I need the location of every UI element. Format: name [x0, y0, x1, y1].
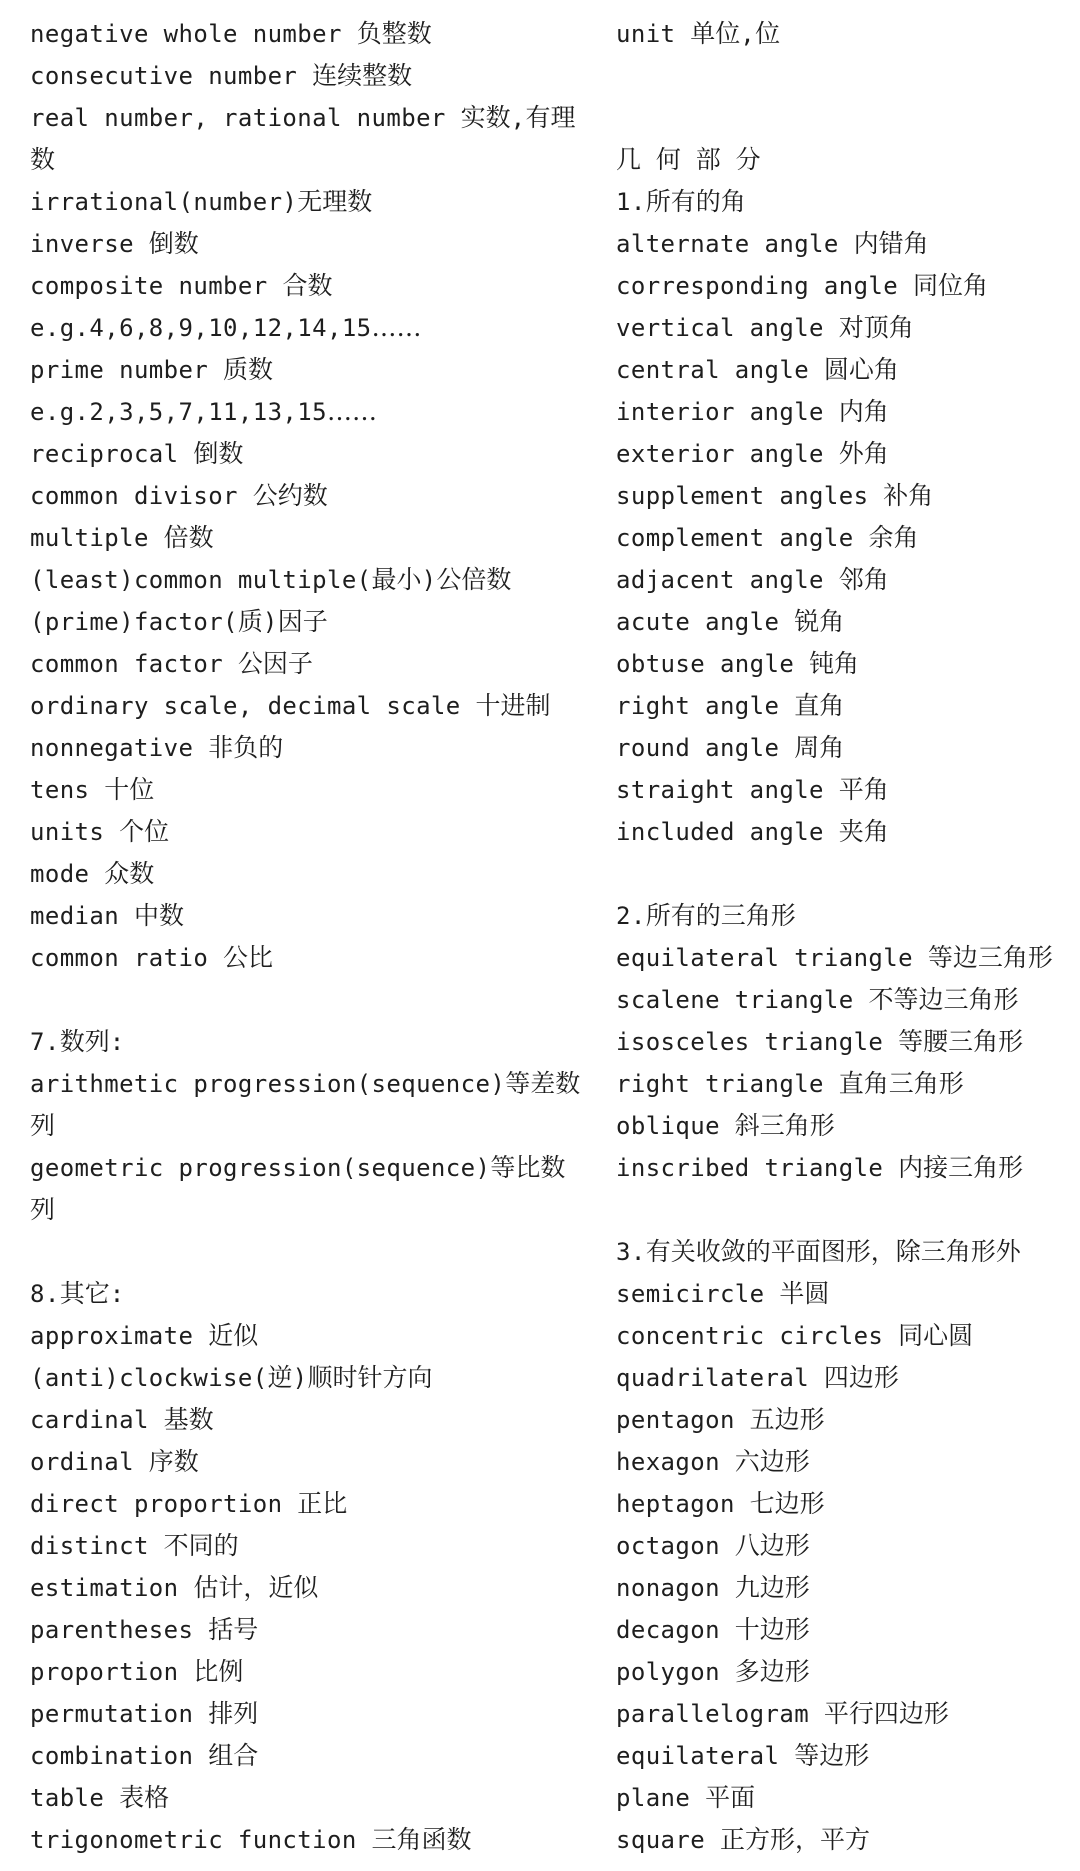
right-column-line: 3.有关收敛的平面图形，除三角形外 — [616, 1237, 1021, 1266]
left-column-line: inverse 倒数 — [30, 229, 199, 258]
right-column-line: pentagon 五边形 — [616, 1405, 825, 1434]
right-column-line: corresponding angle 同位角 — [616, 271, 988, 300]
right-column-line: adjacent angle 邻角 — [616, 565, 889, 594]
left-column-line: estimation 估计，近似 — [30, 1573, 319, 1602]
right-column-line: central angle 圆心角 — [616, 355, 899, 384]
left-column-line: tens 十位 — [30, 775, 155, 804]
right-column-line: nonagon 九边形 — [616, 1573, 810, 1602]
right-column-line: 1.所有的角 — [616, 187, 746, 216]
right-column-line: interior angle 内角 — [616, 397, 889, 426]
left-column-line: 数 — [30, 145, 56, 174]
right-column-line: vertical angle 对顶角 — [616, 313, 914, 342]
right-column-spacer — [616, 1189, 1076, 1231]
right-column-line: straight angle 平角 — [616, 775, 889, 804]
left-column-line: nonnegative 非负的 — [30, 733, 284, 762]
right-column-line: unit 单位,位 — [616, 19, 781, 48]
left-column-line: prime number 质数 — [30, 355, 274, 384]
right-column-line: alternate angle 内错角 — [616, 229, 929, 258]
left-column-line: reciprocal 倒数 — [30, 439, 244, 468]
left-column-spacer — [30, 979, 570, 1021]
left-column — [30, 13, 581, 1861]
left-column-line: approximate 近似 — [30, 1321, 259, 1350]
left-column-line: negative whole number 负整数 — [30, 19, 432, 48]
left-column-line: trigonometric function 三角函数 — [30, 1825, 472, 1854]
left-column-line: common factor 公因子 — [30, 649, 313, 678]
right-column-line: obtuse angle 钝角 — [616, 649, 860, 678]
right-column-line: supplement angles 补角 — [616, 481, 934, 510]
left-column-line: median 中数 — [30, 901, 184, 930]
left-column-line: common divisor 公约数 — [30, 481, 328, 510]
right-column-line: right angle 直角 — [616, 691, 845, 720]
left-column-line: consecutive number 连续整数 — [30, 61, 413, 90]
right-column-line: decagon 十边形 — [616, 1615, 810, 1644]
right-column-line: polygon 多边形 — [616, 1657, 810, 1686]
left-column-line: 列 — [30, 1111, 56, 1140]
left-column-line: common ratio 公比 — [30, 943, 274, 972]
right-column-line: octagon 八边形 — [616, 1531, 810, 1560]
left-column-line: (least)common multiple(最小)公倍数 — [30, 565, 512, 594]
left-column-line: (anti)clockwise(逆)顺时针方向 — [30, 1363, 433, 1392]
left-column-line: 7.数列: — [30, 1027, 125, 1056]
right-column-line: scalene triangle 不等边三角形 — [616, 985, 1019, 1014]
left-column-line: permutation 排列 — [30, 1699, 259, 1728]
left-column-line: parentheses 括号 — [30, 1615, 259, 1644]
right-column-line: heptagon 七边形 — [616, 1489, 825, 1518]
right-column-line: 2.所有的三角形 — [616, 901, 796, 930]
left-column-line: cardinal 基数 — [30, 1405, 214, 1434]
left-column-line: distinct 不同的 — [30, 1531, 239, 1560]
left-column-line: table 表格 — [30, 1783, 170, 1812]
right-column — [616, 13, 1076, 1861]
right-column-line: quadrilateral 四边形 — [616, 1363, 899, 1392]
left-column-line: arithmetic progression(sequence)等差数 — [30, 1069, 581, 1098]
right-column-line: included angle 夹角 — [616, 817, 889, 846]
left-column-line: irrational(number)无理数 — [30, 187, 373, 216]
right-column-line: isosceles triangle 等腰三角形 — [616, 1027, 1024, 1056]
right-column-line: exterior angle 外角 — [616, 439, 889, 468]
left-column-line: (prime)factor(质)因子 — [30, 607, 328, 636]
right-column-line: round angle 周角 — [616, 733, 845, 762]
right-column-line: oblique 斜三角形 — [616, 1111, 835, 1140]
left-column-line: ordinary scale, decimal scale 十进制 — [30, 691, 551, 720]
left-column-line: proportion 比例 — [30, 1657, 244, 1686]
right-column-line: hexagon 六边形 — [616, 1447, 810, 1476]
right-column-line: concentric circles 同心圆 — [616, 1321, 974, 1350]
right-column-line: 几 何 部 分 — [616, 145, 761, 174]
left-column-line: real number, rational number 实数,有理 — [30, 103, 576, 132]
right-column-line: parallelogram 平行四边形 — [616, 1699, 949, 1728]
right-column-line: equilateral triangle 等边三角形 — [616, 943, 1053, 972]
left-column-line: direct proportion 正比 — [30, 1489, 348, 1518]
left-column-line: multiple 倍数 — [30, 523, 214, 552]
right-column-line: plane 平面 — [616, 1783, 756, 1812]
right-column-spacer — [616, 97, 1076, 139]
left-column-line: 8.其它: — [30, 1279, 125, 1308]
right-column-spacer — [616, 853, 1076, 895]
left-column-line: geometric progression(sequence)等比数 — [30, 1153, 566, 1182]
left-column-line: 列 — [30, 1195, 56, 1224]
left-column-line: combination 组合 — [30, 1741, 259, 1770]
left-column-spacer — [30, 1231, 570, 1273]
right-column-line: square 正方形，平方 — [616, 1825, 870, 1854]
left-column-line: e.g.2,3,5,7,11,13,15…… — [30, 397, 377, 426]
left-column-line: mode 众数 — [30, 859, 155, 888]
right-column-line: semicircle 半圆 — [616, 1279, 830, 1308]
left-column-line: composite number 合数 — [30, 271, 333, 300]
right-column-line: equilateral 等边形 — [616, 1741, 870, 1770]
left-column-line: ordinal 序数 — [30, 1447, 199, 1476]
right-column-line: right triangle 直角三角形 — [616, 1069, 964, 1098]
left-column-line: e.g.4,6,8,9,10,12,14,15…… — [30, 313, 422, 342]
right-column-spacer — [616, 55, 1076, 97]
right-column-line: acute angle 锐角 — [616, 607, 845, 636]
right-column-line: complement angle 余角 — [616, 523, 919, 552]
left-column-line: units 个位 — [30, 817, 170, 846]
right-column-line: inscribed triangle 内接三角形 — [616, 1153, 1024, 1182]
